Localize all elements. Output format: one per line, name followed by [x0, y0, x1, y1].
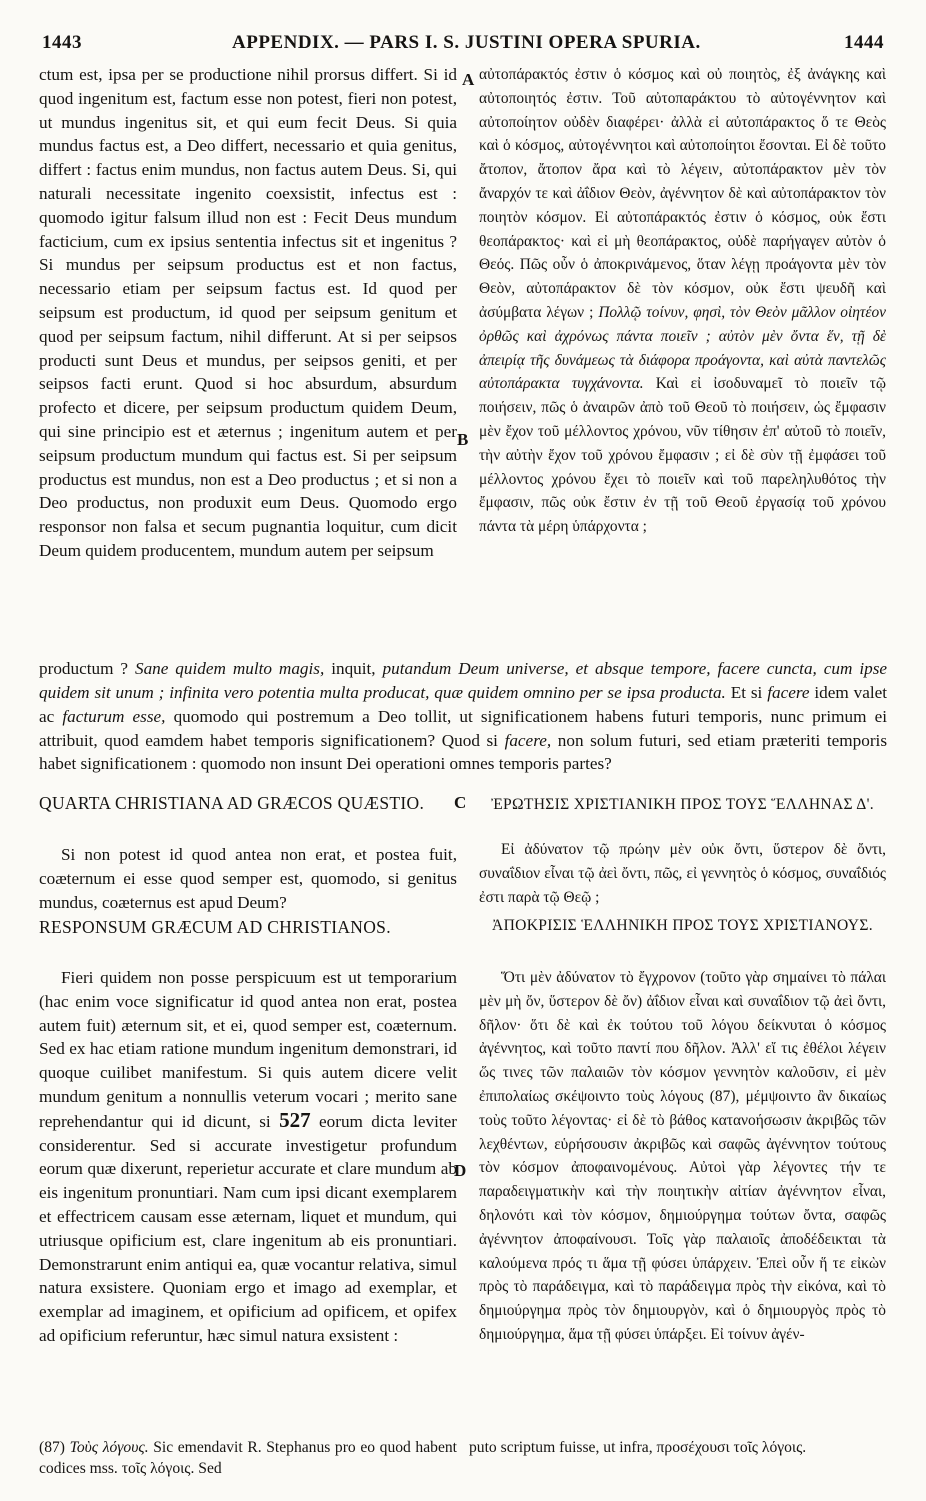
footnote-text: Sed [198, 1460, 222, 1477]
latin-paragraph: ctum est, ipsa per se productione nihil prorsus differt. Si id quod ingenitum est, factum esse non potest, fieri non potest, ut mundus ingenitus sit, et qui eum fecit Deus. Si quia mundus factus est, a Deo differt, necessario et quia genitus, differt : factus enim mundus, non factus autem Deus. Si, qui naturali necessitate ingenito coexsistit, infectus est : quomodo igitur falsum illud non est : Fecit Deus mundum facticium, cum ex ipsius sententia infectus sit et ingenitus ? Si mundus per seipsum productus est et non factus, necessario etiam per seipsum factus est. Id quod per seipsum est productum, id quod per seipsum genitum et quod per seipsum factum, nihil differunt. At si per seipsos producti sunt Deus et mundus, per seipsos geniti, et per seipsos facti erunt. Quod si hoc absurdum, absurdum profecto et dicere, per seipsum productum quidem Deum, qui sine principio est et æternus ; ingenitum autem et per seipsum productum mundum qui factus est. Si per seipsum productus est mundus, non est a Deo productus ; et si non a Deo productus, non produxit eum Deus. Quomodo ergo responsor non falsa et secum pugnantia loquitur, cum dicit Deum quidem producentem, mundum autem per seipsum [39, 65, 457, 560]
latin-text: quomodo qui postremum a Deo tollit, ut significationem habens futuri temporis, nunc primum ei attribuit, quod eamdem habet temporis significationem? Quod si [39, 706, 888, 750]
latin-term: facere [767, 682, 810, 702]
latin-text: Fieri quidem non posse perspicuum est ut temporarium (hac enim voce significatur id quod antea non erat, postea autem fuit) æternum sit, et ei, quod semper est, coæternum. Sed ex hac etiam ratione mundum ingenitum demonstrari, id quoque cuilibet manifestum. Si quis autem dicere velit mundum genitum a nonnullis veterum vocari ; merito sane reprehendantur qui id dicunt, si [39, 968, 457, 1131]
footnote-number: (87) [39, 1439, 65, 1456]
quaestio-heading-latin: QUARTA CHRISTIANA AD GRÆCOS QUÆSTIO. [39, 793, 425, 813]
greek-column-top [479, 63, 886, 539]
latin-paragraph [39, 657, 887, 776]
quaestio-heading-greek: ἘΡΩΤΗΣΙΣ ΧΡΙΣΤΙΑΝΙΚΗ ΠΡΟΣ ΤΟΥΣ ἝΛΛΗΝΑΣ Δ'. [491, 796, 874, 813]
latin-term: facturum esse, [62, 706, 166, 726]
latin-text: non solum futuri, sed etiam præteriti temporis habet significationem : quomodo non insunt Dei operationi omnes temporis partes? [39, 730, 888, 774]
footnote-text: Sic emendavit R. Stephanus pro eo quod habent codices mss. [39, 1439, 458, 1477]
responsum-heading-latin: RESPONSUM GRÆCUM AD CHRISTIANOS. [39, 917, 391, 937]
inline-page-number: 527 [279, 1107, 311, 1132]
footnote-left [39, 1437, 457, 1479]
latin-full-width [39, 640, 887, 793]
footnote-greek: Τοὺς λόγους. [69, 1439, 149, 1456]
running-title: APPENDIX. — PARS I. S. JUSTINI OPERA SPURIA. [232, 32, 701, 53]
greek-quotation: Πολλῷ τοίνυν, φησὶ, τὸν Θεὸν μᾶλλον οἰητέον ὀρθῶς καὶ ἀχρόνως πάντα ποιεῖν ; αὐτὸν μὲν ὄντα ἕν, τῇ δὲ ἀπειρίᾳ τῆς δυνάμεως τὰ διάφορα προάγοντα, καὶ αὐτὰ παντελῶς αὐτοπάρακτα τυγχάνοντα. [479, 303, 886, 393]
margin-marker-d: D [454, 1161, 467, 1180]
latin-text: Et si [730, 682, 763, 702]
latin-text: inquit, [331, 659, 376, 679]
page-number-left: 1443 [42, 32, 82, 53]
margin-marker-b: B [457, 430, 469, 449]
latin-quotation: putandum Deum universe, et absque tempore, facere cuncta, cum ipse quidem sit unum ; infinita vero potentia multa producat, quæ quidem omnino per se ipsa producta. [39, 659, 888, 702]
margin-marker-a: A [462, 70, 475, 89]
footnote-greek: προσέχουσι τοῖς λόγοις. [656, 1439, 807, 1456]
quaestio-greek [479, 838, 886, 909]
latin-term: facere, [504, 730, 552, 750]
footnote-text: puto scriptum fuisse, ut infra, [469, 1439, 653, 1456]
latin-paragraph [39, 966, 457, 1348]
greek-text: Καὶ εἰ ἰσοδυναμεῖ τὸ ποιεῖν τῷ ποιήσειν, πῶς ὁ ἀναιρῶν ἀπὸ τοῦ Θεοῦ τὸ ποιήσειν, ὡς ἔμφασιν μὲν ἔχον τοῦ μέλλοντος χρόνου, νῦν τίθησιν ἐπ' αὐτοῦ τὸ ποιεῖν, τὴν αὐτὴν ἔχον τοῦ χρόνου ἔμφασιν ; εἰ δὲ σὺν τῇ ἐμφάσει τοῦ μέλλοντος χρόνου ἔχει τὸ ποιεῖν καὶ τοῦ παρεληλυθότος τὴν ἔμφασιν, πῶς οὐκ ἔστιν ἐν τῇ τοῦ Θεοῦ ἐργασίᾳ τοῦ χρόνου πάντα τὰ μέρη ὑπάρχοντα ; [479, 375, 886, 536]
latin-column-top [39, 63, 457, 563]
latin-quotation: Sane quidem multo magis, [134, 659, 325, 679]
responsum-latin [39, 966, 457, 1348]
page-number-right: 1444 [844, 32, 884, 53]
latin-text: productum ? [39, 659, 129, 679]
latin-text: eorum dicta leviter considerentur. Sed si accurate investigetur profundum eorum quæ dixerunt, reperietur accurate et clare mundum ab eis ingenitum pronuntiari. Nam cum ipsi dicant exemplarem et effectricem causam esse æternam, liquet et mundum, qui utriusque opificium est, clare ingenitum ab eis pronuntiari. Demonstrarunt enim antiqui ea, quæ vocantur relativa, simul natura exsistere. Quoniam ergo et imago ad exemplar, et exemplar ad imaginem, et opificium ad opificem, et opifex ad opificium referuntur, hæc simul natura exsistent : [39, 1111, 458, 1345]
greek-paragraph [479, 63, 886, 539]
greek-paragraph: Εἰ ἀδύνατον τῷ πρώην μὲν οὐκ ὄντι, ὕστερον δὲ ὄντι, συναΐδιον εἶναι τῷ ἀεὶ ὄντι, πῶς, εἰ γεννητὸς ὁ κόσμος, συναΐδιός ἐστι παρὰ τῷ Θεῷ ; [479, 841, 886, 906]
margin-marker-c: C [454, 793, 467, 812]
footnote-greek: τοῖς λόγοις. [121, 1460, 195, 1477]
quaestio-latin [39, 843, 457, 914]
latin-paragraph: Si non potest id quod antea non erat, et postea fuit, coæternum ei esse quod semper est, quomodo, si genitus mundus, coæternus est apud Deum? [39, 845, 457, 912]
greek-paragraph: Ὅτι μὲν ἀδύνατον τὸ ἔγχρονον (τοῦτο γὰρ σημαίνει τὸ πάλαι μὲν μὴ ὄν, ὕστερον δὲ ὄν) ἀΐδιον εἶναι καὶ συναΐδιον τῷ ἀεὶ ὄντι, δῆλον· ὅτι δὲ καὶ ἐκ τούτου τοῦ λόγου δείκνυται ὁ κόσμος ἀγέννητος, καὶ τοῦτο παντί που δῆλον. Ἀλλ' εἴ τις ἐθέλοι λέγειν ὥς τινες τῶν παλαιῶν τὸν κόσμον γεννητὸν καλοῦσιν, εἰ μὲν ἐπιπολαίως σκέψοιντο τοὺς λόγους (87), μέμψοιντο ἂν δικαίως τοὺς τοῦτο λέγοντας· εἰ δὲ τὸ βάθος κατανοήσωσιν ἀκριβῶς τῶν λεχθέντων, εὑρήσουσιν ἀκριβῶς καὶ σαφῶς ἀγέννητον τούτους τὸν κόσμον ἀποφαινομένους. Αὐτοὶ γὰρ λέγοντες τήν τε παραδειγματικὴν καὶ τὴν ποιητικὴν αἰτίαν ἀγέννητον εἶναι, δηλονότι καὶ τὸν κόσμον, δημιούργημα τούτων ὄντα, σαφῶς ἀγέννητον ἀποφαίνουσι. Τοῖς γὰρ παλαιοῖς ἀποδέδεικται τὰ καλούμενα πρός τι ἅμα τῇ φύσει ὑπάρχειν. Ἐπεὶ οὖν ἥ τε εἰκὼν πρὸς τὸ παράδειγμα, καὶ τὸ παράδειγμα πρὸς τὴν εἰκόνα, καὶ τὸ δημιούργημα πρὸς τὸν δημιουργὸν, καὶ ὁ δημιουργὸς πρὸς τὸ δημιούργημα, ἅμα τῇ φύσει ὑπάρξει. Εἰ τοίνυν ἀγέν- [479, 969, 886, 1343]
greek-text: αὐτοπάρακτός ἐστιν ὁ κόσμος καὶ οὐ ποιητὸς, ἐξ ἀνάγκης καὶ αὐτοποιητός ἐστιν. Τοῦ αὐτοπαράκτου τὸ αὐτογέννητον καὶ αὐτοποίητον οὐδὲν διαφέρει· ἀλλὰ εἰ αὐτοπάρακτος ὅ τε Θεὸς καὶ ὁ κόσμος, αὐτογέννητοι καὶ αὐτοποίητοι ἔσονται. Εἰ δὲ τοῦτο ἄτοπον, ἄτοπον ἄρα καὶ τὸ λέγειν, αὐτοπάρακτον μὲν τὸν ἄναρχόν τε καὶ ἀΐδιον Θεὸν, ἀγέννητον δὲ καὶ αὐτοπάρακτον τὸν ποιητὸν κόσμον. Εἰ αὐτοπάρακτός ἐστιν ὁ κόσμος, οὐκ ἔστι θεοπάρακτος· καὶ εἰ μὴ θεοπάρακτος, οὐδὲ παρήγαγεν αὐτὸν ὁ Θεός. Πῶς οὖν ὁ ἀποκρινάμενος, ὅταν λέγῃ προάγοντα μὲν τὸν Θεὸν, αὐτοπάρακτον δὲ τὸν κόσμον, οὐκ ἔστι ψευδῆ καὶ ἀσύμβατα λέγων ; [479, 66, 886, 321]
responsum-heading-greek: ἈΠΟΚΡΙΣΙΣ ἙΛΛΗΝΙΚΗ ΠΡΟΣ ΤΟΥΣ ΧΡΙΣΤΙΑΝΟΥΣ. [492, 917, 873, 934]
footnote-right [469, 1437, 886, 1458]
latin-text: idem valet ac [39, 682, 888, 726]
responsum-greek [479, 966, 886, 1347]
